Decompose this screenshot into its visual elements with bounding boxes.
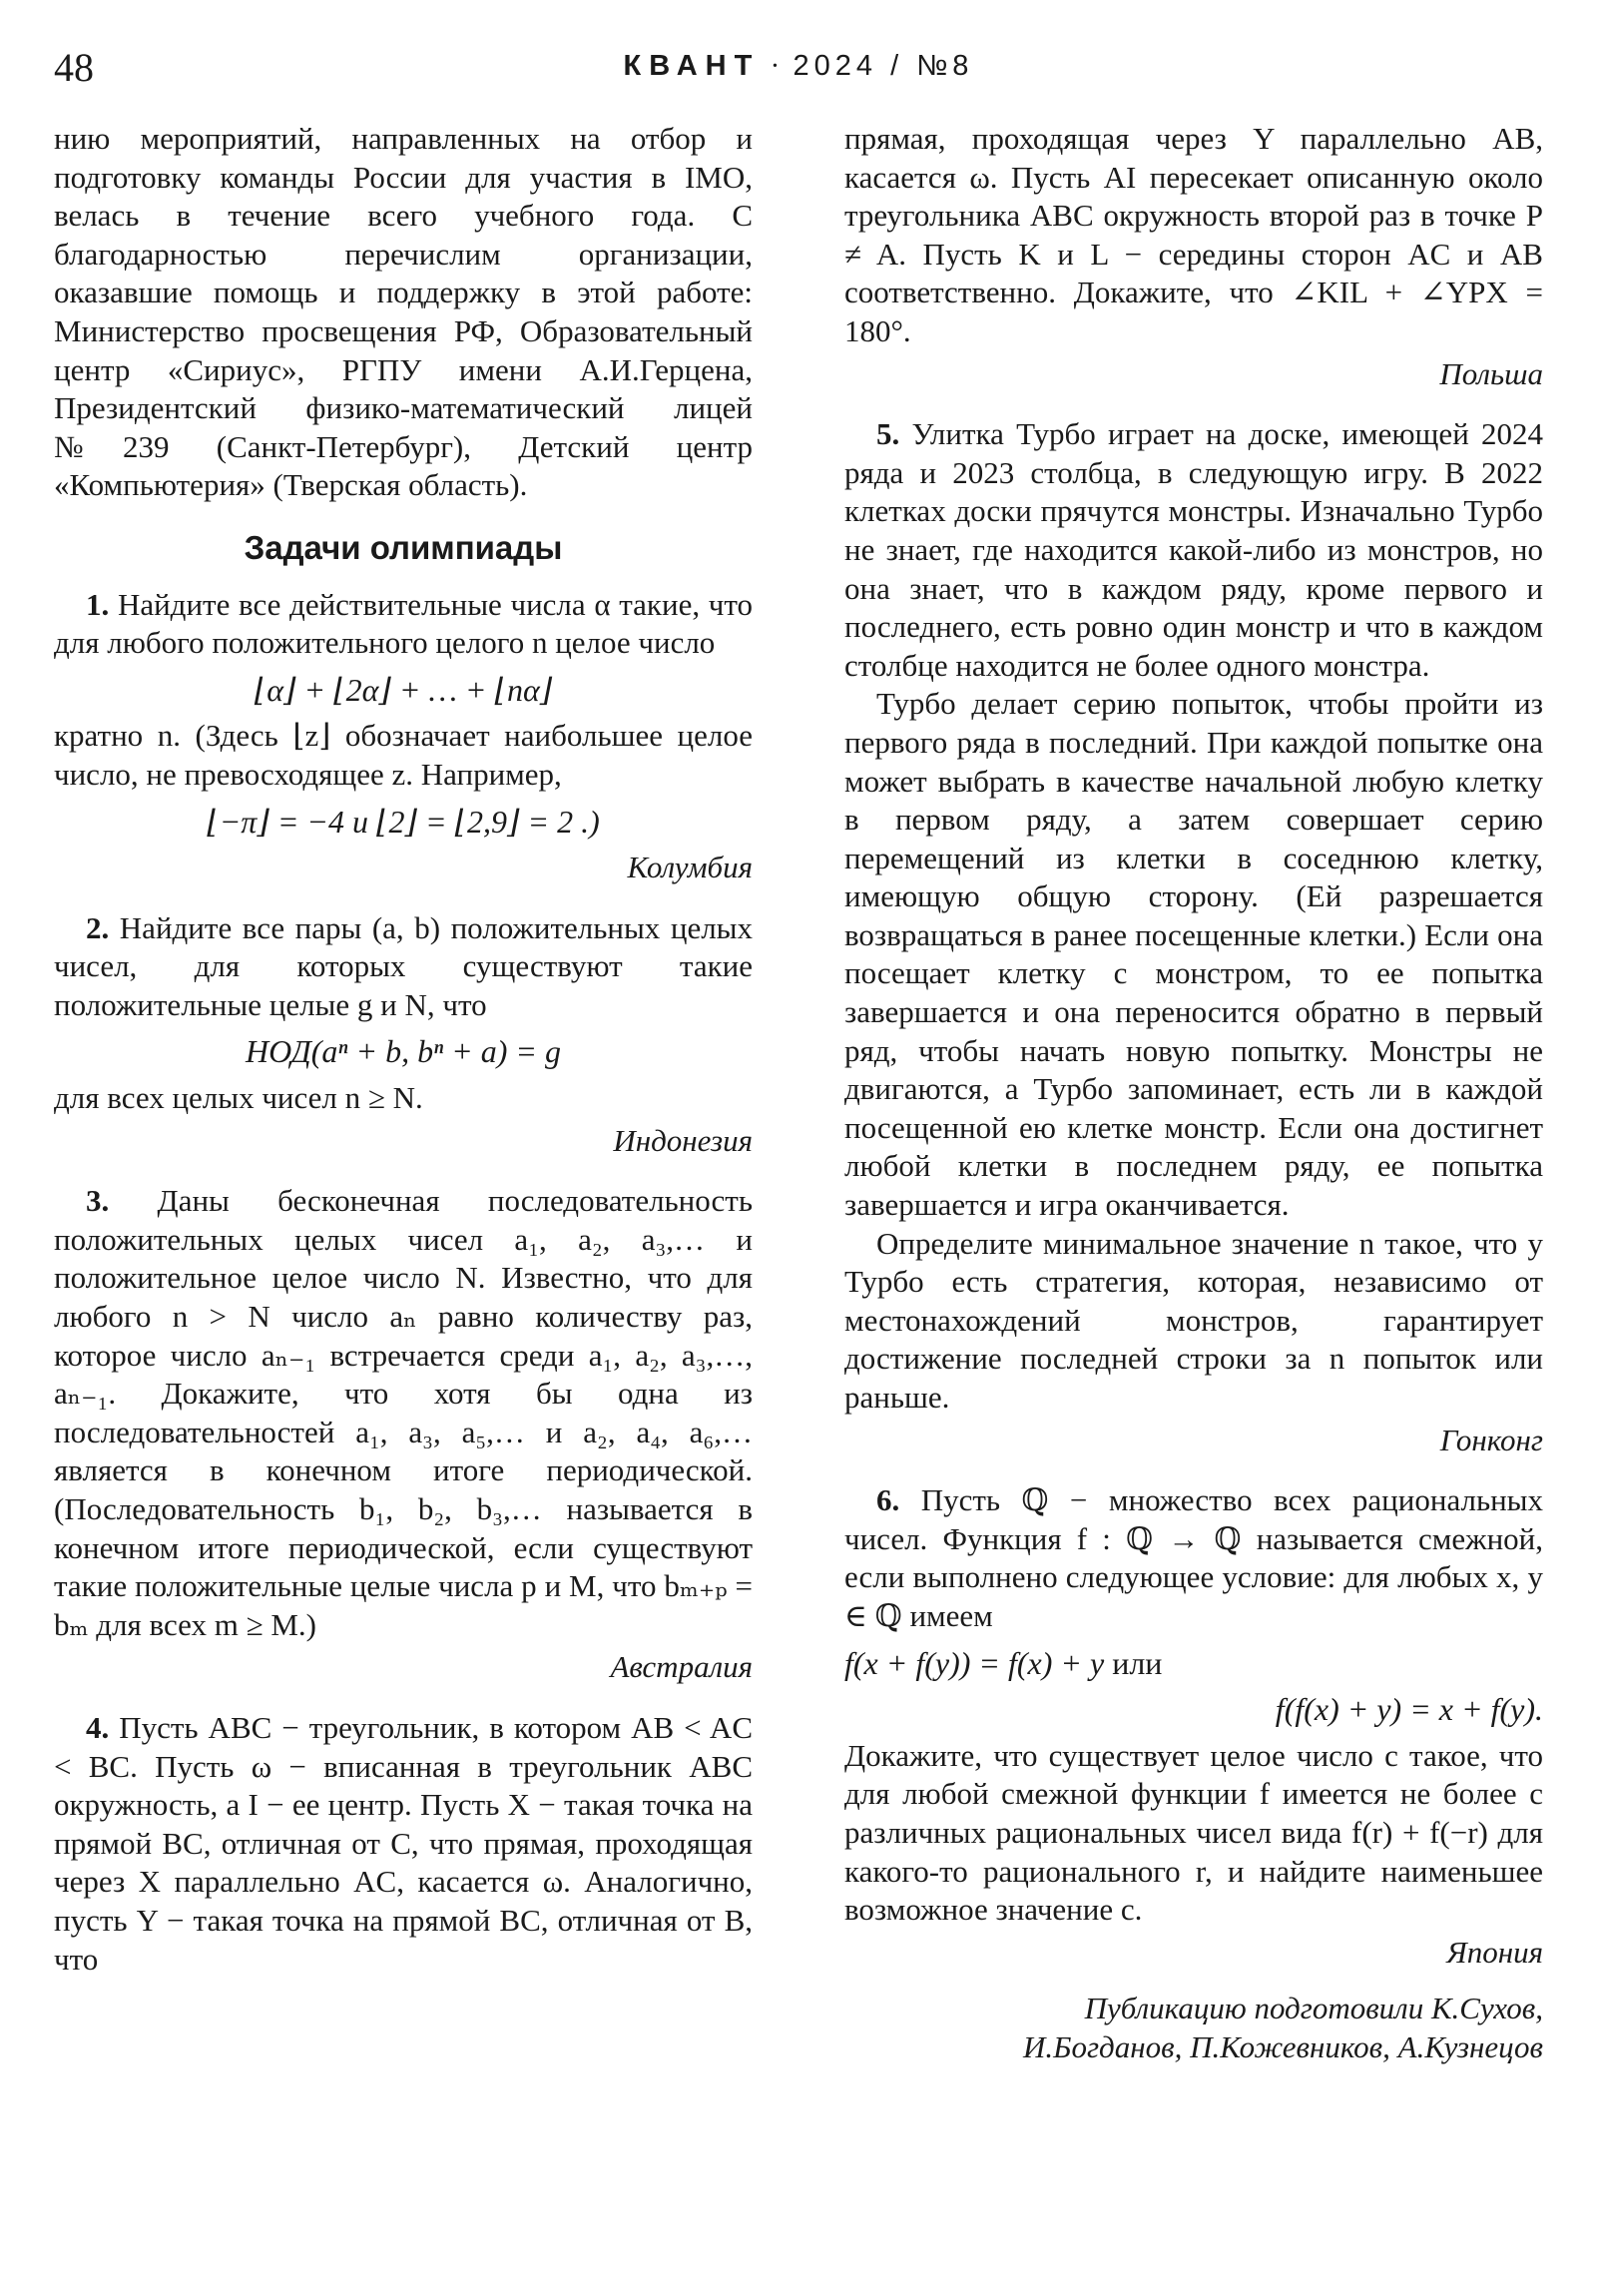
problem-country: Гонконг <box>1439 1422 1543 1457</box>
problem-text-continued: Определите минимальное значение n такое, что у Турбо есть стратегия, которая, независимо от местонахождений монстров, гарантирует достижение последней строки за n попыток или раньше. <box>844 1225 1543 1415</box>
problem-country: Австралия <box>610 1649 753 1685</box>
formula-functional-1 <box>844 1644 1543 1683</box>
formula-floor-example: ⌊−π⌋ = −4 и ⌊2⌋ = ⌊2,9⌋ = 2 .) <box>207 803 600 840</box>
credits-line: Публикацию подготовили К.Сухов, <box>1084 1991 1543 2026</box>
credits <box>844 1990 1543 2066</box>
running-head <box>54 50 1543 83</box>
problem-country: Индонезия <box>613 1122 753 1158</box>
problem-number: 4. <box>86 1709 110 1745</box>
issue-number: 2024 / №8 <box>793 50 974 82</box>
formula-gcd: НОД(aⁿ + b, bⁿ + a) = g <box>245 1033 562 1070</box>
problem-4-continued: прямая, проходящая через Y параллельно AB, касается ω. Пусть AI пересекает описанную около треугольника ABC окружность второй раз в точке P ≠ A. Пусть K и L − середины сторон AC и AB соответственно. Докажите, что ∠KIL + ∠YPX = 180°. <box>844 121 1543 348</box>
section-title: Задачи олимпиады <box>244 528 563 566</box>
problem-number: 6. <box>876 1482 900 1518</box>
magazine-name: КВАНТ <box>623 50 761 82</box>
problem-number: 3. <box>86 1183 110 1219</box>
problem-1 <box>54 586 753 663</box>
page-number: 48 <box>54 45 94 90</box>
problem-text-continued: кратно n. (Здесь ⌊z⌋ обозначает наибольшее целое число, не превосходящее z. Например, <box>54 718 753 792</box>
problem-6 <box>844 1481 1543 1635</box>
problem-number: 1. <box>86 586 110 622</box>
problem-country: Польша <box>1439 355 1543 391</box>
page-header <box>54 44 1543 96</box>
header-separator: · <box>770 50 784 82</box>
problem-text: Пусть ABC − треугольник, в котором AB < AC < BC. Пусть ω − вписанная в треугольник ABC окружность, а I − ее центр. Пусть X − такая точка на прямой BC, отличная от C, что прямая, проходящая через X параллельно AC, касается ω. Аналогично, пусть Y − такая точка на прямой BC, отличная от B, что <box>54 1709 753 1977</box>
credits-line: И.Богданов, П.Кожевников, А.Кузнецов <box>1023 2028 1543 2064</box>
problem-text: Улитка Турбо играет на доске, имеющей 2024 ряда и 2023 столбца, в следующую игру. В 2022 клетках доски прячутся монстры. Изначально Турбо не знает, где находится какой-либо из монстров, но она знает, что в каждом ряду, кроме первого и последнего, есть ровно один монстр и что в каждом столбце находится не более одного монстра. <box>844 416 1543 683</box>
formula-functional-2: f(f(x) + y) = x + f(y). <box>1275 1691 1543 1728</box>
problem-text: Найдите все пары (a, b) положительных целых чисел, для которых существуют такие положительные целые g и N, что <box>54 909 753 1022</box>
problem-text-continued: Докажите, что существует целое число c такое, что для любой смежной функции f имеется не более c различных рациональных чисел вида f(r) + f(−r) для какого-то рационального r, и найдите наименьшее возможное значение c. <box>844 1737 1543 1928</box>
left-column <box>54 120 753 1979</box>
problem-number: 5. <box>876 416 900 452</box>
problem-3 <box>54 1182 753 1644</box>
formula-or: или <box>1112 1644 1163 1681</box>
problem-text: Даны бесконечная последовательность положительных целых чисел a₁, a₂, a₃,… и положительное целое число N. Известно, что для любого n > N число aₙ равно количеству раз, которое число aₙ₋₁ встречается среди a₁, a₂, a₃,…, aₙ₋₁. Докажите, что хотя бы одна из последовательностей a₁, a₃, a₅,… и a₂, a₄, a₆,… является в конечном итоге периодической. (Последовательность b₁, b₂, b₃,… называется в конечном итоге периодической, если существуют такие положительные целые числа p и M, что bₘ₊ₚ = bₘ для всех m ≥ M.) <box>54 1183 753 1642</box>
problem-text: Найдите все действительные числа α такие, что для любого положительного целого n целое число <box>54 586 753 661</box>
formula-main: f(x + f(y)) = f(x) + y <box>844 1644 1105 1681</box>
problem-number: 2. <box>86 909 110 945</box>
problem-4 <box>54 1709 753 1979</box>
problem-5 <box>844 415 1543 685</box>
problem-text-continued: Турбо делает серию попыток, чтобы пройти из первого ряда в последний. При каждой попытке она может выбрать в качестве начальной любую клетку в первом ряду, а затем совершает серию перемещений из клетки в соседнюю клетку, имеющую общую сторону. (Ей разрешается возвращаться в ранее посещенные клетки.) Если она посещает клетку с монстром, то ее попытка завершается и она переносится обратно в первый ряд, чтобы начать новую попытку. Монстры не двигаются, а Турбо запоминает, есть ли в каждой посещенной ею клетке монстр. Если она достигнет любой клетки в последнем ряду, ее попытка завершается и игра оканчивается. <box>844 686 1543 1223</box>
problem-2 <box>54 909 753 1025</box>
problem-text: Пусть ℚ − множество всех рациональных чисел. Функция f : ℚ → ℚ называется смежной, если выполнено следующее условие: для любых x, y ∈ ℚ имеем <box>844 1482 1543 1633</box>
problem-country: Колумбия <box>627 850 753 885</box>
intro-paragraph: нию мероприятий, направленных на отбор и подготовку команды России для участия в IMO, велась в течение всего учебного года. С благодарностью перечислим организации, оказавшие помощь и поддержку в этой работе: Министерство просвещения РФ, Образовательный центр «Сириус», РГПУ имени А.И.Герцена, Президентский физико-математический лицей №239 (Санкт-Петербург), Детский центр «Компьютерия» (Тверская область). <box>54 121 753 503</box>
formula-floor-sum: ⌊α⌋ + ⌊2α⌋ + … + ⌊nα⌋ <box>254 671 553 708</box>
problem-country: Япония <box>1446 1934 1543 1970</box>
problem-text-continued: для всех целых чисел n ≥ N. <box>54 1080 423 1116</box>
right-column <box>844 120 1543 2067</box>
